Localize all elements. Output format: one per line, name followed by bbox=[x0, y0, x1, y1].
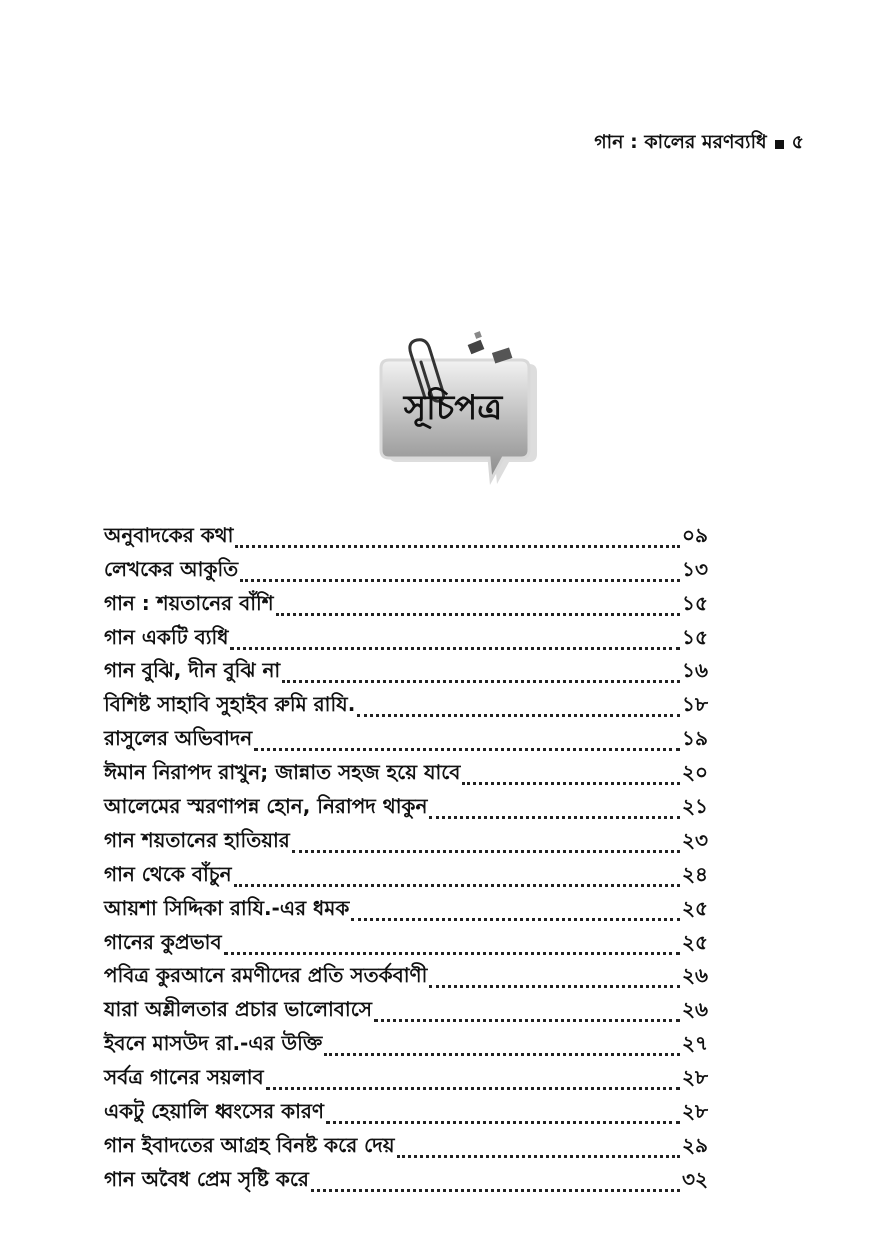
toc-entry-page: ২৫ bbox=[682, 895, 708, 920]
toc-entry bbox=[104, 791, 708, 825]
toc-entry bbox=[104, 520, 708, 554]
toc-entry bbox=[104, 893, 708, 927]
toc-entry-page: ২৬ bbox=[681, 997, 708, 1022]
toc-entry bbox=[104, 961, 708, 995]
toc-leader-dots bbox=[240, 579, 680, 582]
toc-entry-title: গান শয়তানের হাতিয়ার bbox=[104, 827, 290, 852]
contents-title: সূচিপত্র bbox=[403, 388, 503, 428]
toc-entry-page: ১৫ bbox=[682, 624, 708, 649]
toc-entry-page: ২৭ bbox=[681, 1031, 708, 1056]
toc-entry bbox=[104, 689, 708, 723]
page-number: ৫ bbox=[791, 131, 804, 153]
toc-leader-dots bbox=[230, 647, 680, 650]
toc-entry bbox=[104, 723, 708, 757]
toc-entry bbox=[104, 859, 708, 893]
running-header bbox=[594, 128, 804, 160]
toc-entry-title: গানের কুপ্রভাব bbox=[104, 929, 222, 954]
toc-entry-title: আয়শা সিদ্দিকা রাযি.-এর ধমক bbox=[104, 895, 350, 920]
toc-leader-dots bbox=[235, 545, 680, 548]
toc-entry-page: ১৯ bbox=[682, 726, 708, 751]
toc-entry-title: গান থেকে বাঁচুন bbox=[104, 861, 232, 886]
toc-leader-dots bbox=[374, 1019, 680, 1022]
toc-entry-title: ঈমান নিরাপদ রাখুন; জান্নাত সহজ হয়ে যাবে bbox=[104, 760, 461, 785]
toc-entry-title: পবিত্র কুরআনে রমণীদের প্রতি সতর্কবাণী bbox=[104, 963, 428, 988]
toc-entry-title: গান ইবাদতের আগ্রহ বিনষ্ট করে দেয় bbox=[104, 1132, 395, 1157]
toc-entry-title: গান একটি ব্যধি bbox=[104, 624, 229, 649]
toc-leader-dots bbox=[254, 748, 680, 751]
toc-entry-page: ২০ bbox=[681, 760, 708, 785]
toc-entry-title: ইবনে মাসউদ রা.-এর উক্তি bbox=[104, 1031, 323, 1056]
toc-entry-page: ২৮ bbox=[682, 1065, 708, 1090]
toc-entry-title: রাসুলের অভিবাদন bbox=[104, 726, 253, 751]
toc-entry-page: ২৪ bbox=[682, 861, 708, 886]
toc-entry-page: ১৫ bbox=[682, 590, 708, 615]
toc-leader-dots bbox=[224, 952, 680, 955]
toc-entry-page: ২৬ bbox=[681, 963, 708, 988]
contents-badge bbox=[367, 328, 537, 488]
toc-leader-dots bbox=[351, 918, 680, 921]
toc-entry-page: ২১ bbox=[682, 794, 708, 819]
toc-entry bbox=[104, 757, 708, 791]
toc-entry-title: বিশিষ্ট সাহাবি সুহাইব রুমি রাযি. bbox=[104, 692, 356, 717]
toc-entry bbox=[104, 622, 708, 656]
toc-leader-dots bbox=[429, 985, 680, 988]
toc-entry bbox=[104, 1028, 708, 1062]
toc-leader-dots bbox=[282, 680, 680, 683]
separator-square-icon bbox=[775, 140, 784, 149]
toc-leader-dots bbox=[324, 1053, 680, 1056]
toc-entry bbox=[104, 1062, 708, 1096]
toc-entry bbox=[104, 927, 708, 961]
toc-entry-title: একটু হেয়ালি ধ্বংসের কারণ bbox=[104, 1099, 324, 1124]
toc-leader-dots bbox=[357, 714, 680, 717]
toc-entry bbox=[104, 1130, 708, 1164]
toc-entry-page: ১৩ bbox=[682, 556, 708, 581]
toc-entry-page: ২৫ bbox=[682, 929, 708, 954]
toc-leader-dots bbox=[234, 884, 680, 887]
toc-entry-page: ২৯ bbox=[682, 1132, 708, 1157]
toc-entry-page: ২৩ bbox=[681, 827, 708, 852]
toc-entry bbox=[104, 588, 708, 622]
toc-entry-title: গান : শয়তানের বাঁশি bbox=[104, 590, 274, 615]
toc-entry-page: ২৮ bbox=[682, 1099, 708, 1124]
toc-entry-title: লেখকের আকুতি bbox=[104, 556, 239, 581]
toc-entry bbox=[104, 656, 708, 690]
running-title: গান : কালের মরণব্যধি bbox=[594, 131, 767, 153]
toc-entry-page: ১৮ bbox=[682, 692, 708, 717]
toc-leader-dots bbox=[462, 782, 680, 785]
table-of-contents bbox=[104, 520, 708, 1198]
toc-entry-title: সর্বত্র গানের সয়লাব bbox=[104, 1065, 264, 1090]
toc-entry-title: গান অবৈধ প্রেম সৃষ্টি করে bbox=[104, 1166, 309, 1191]
toc-entry-title: গান বুঝি, দীন বুঝি না bbox=[104, 658, 281, 683]
toc-entry bbox=[104, 994, 708, 1028]
toc-entry bbox=[104, 554, 708, 588]
toc-leader-dots bbox=[266, 1087, 680, 1090]
toc-entry-page: ১৬ bbox=[682, 658, 708, 683]
toc-leader-dots bbox=[311, 1189, 680, 1192]
toc-leader-dots bbox=[292, 850, 680, 853]
toc-leader-dots bbox=[326, 1121, 680, 1124]
toc-entry-title: যারা অশ্লীলতার প্রচার ভালোবাসে bbox=[104, 997, 372, 1022]
toc-entry bbox=[104, 1164, 708, 1198]
toc-leader-dots bbox=[429, 816, 680, 819]
toc-entry-page: ৩২ bbox=[681, 1166, 708, 1191]
toc-entry-title: অনুবাদকের কথা bbox=[104, 522, 234, 547]
toc-entry bbox=[104, 1096, 708, 1130]
toc-entry-page: ০৯ bbox=[682, 522, 708, 547]
toc-entry bbox=[104, 825, 708, 859]
toc-entry-title: আলেমের স্মরণাপন্ন হোন, নিরাপদ থাকুন bbox=[104, 794, 428, 819]
toc-leader-dots bbox=[397, 1155, 680, 1158]
toc-leader-dots bbox=[276, 613, 680, 616]
